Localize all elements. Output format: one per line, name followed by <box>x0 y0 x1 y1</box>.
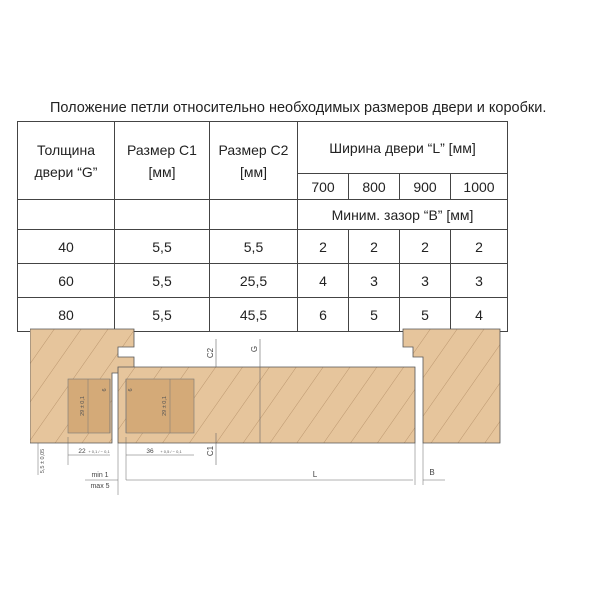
label-c1: C1 <box>206 445 215 457</box>
tol-22: + 0,1 / − 0,1 <box>88 449 110 454</box>
left-hinge-hole <box>68 379 110 433</box>
dim-small-left: 6 <box>102 388 108 392</box>
cell-b: 4 <box>298 264 349 298</box>
cell-g: 40 <box>18 230 115 264</box>
width-900: 900 <box>400 174 451 200</box>
header-min-gap: Миним. зазор “B” [мм] <box>298 200 508 230</box>
right-frame <box>403 329 500 443</box>
header-c2-line1: Размер C2 <box>218 141 289 158</box>
dim-5-5: 5,5 ± 0,05 <box>40 448 46 474</box>
min-label: min 1 <box>91 472 109 479</box>
cell-b: 2 <box>298 230 349 264</box>
cell-b: 5 <box>400 298 451 332</box>
max-label: max 5 <box>90 483 110 490</box>
right-hinge-hole <box>126 379 194 433</box>
width-800: 800 <box>349 174 400 200</box>
label-c2: C2 <box>206 347 215 359</box>
header-c2 <box>210 122 298 200</box>
cell-c2: 45,5 <box>210 298 298 332</box>
cell-b: 3 <box>400 264 451 298</box>
dimensions-table <box>17 121 508 332</box>
cell-b: 6 <box>298 298 349 332</box>
table-row <box>18 230 508 264</box>
header-c1 <box>115 122 210 200</box>
table-row <box>18 264 508 298</box>
header-c1-line2: [мм] <box>148 163 176 180</box>
cell-c1: 5,5 <box>115 298 210 332</box>
label-l: L <box>312 470 318 479</box>
page-title: Положение петли относительно необходимых размеров двери и коробки. <box>50 100 547 116</box>
header-spacer <box>210 200 298 230</box>
header-spacer <box>18 200 115 230</box>
cell-c1: 5,5 <box>115 230 210 264</box>
dim-hole-right: 29 ± 0,1 <box>162 396 168 416</box>
cell-b: 3 <box>451 264 508 298</box>
header-spacer <box>115 200 210 230</box>
tol-36: + 0,5 / − 0,1 <box>160 449 182 454</box>
header-c1-line1: Размер C1 <box>127 141 197 158</box>
header-door-width: Ширина двери “L” [мм] <box>298 122 508 174</box>
dim-hole-left: 29 ± 0,1 <box>80 396 86 416</box>
cell-b: 2 <box>400 230 451 264</box>
cell-b: 2 <box>451 230 508 264</box>
hinge-drawing <box>30 325 505 500</box>
width-700: 700 <box>298 174 349 200</box>
dim-small-right: 6 <box>128 388 134 392</box>
cell-b: 4 <box>451 298 508 332</box>
cell-b: 2 <box>349 230 400 264</box>
header-door-thickness-line2: двери “G” <box>34 163 98 180</box>
dim-22: 22 <box>78 448 86 455</box>
cell-g: 80 <box>18 298 115 332</box>
cell-c2: 5,5 <box>210 230 298 264</box>
cell-b: 3 <box>349 264 400 298</box>
label-g: G <box>250 345 259 353</box>
cell-c2: 25,5 <box>210 264 298 298</box>
label-b: B <box>429 468 435 477</box>
header-door-thickness-line1: Толщина <box>37 141 95 158</box>
cell-b: 5 <box>349 298 400 332</box>
cell-g: 60 <box>18 264 115 298</box>
header-c2-line2: [мм] <box>239 163 268 180</box>
width-1000: 1000 <box>451 174 508 200</box>
cell-c1: 5,5 <box>115 264 210 298</box>
header-door-thickness <box>18 122 115 200</box>
dim-36: 36 <box>146 448 154 455</box>
